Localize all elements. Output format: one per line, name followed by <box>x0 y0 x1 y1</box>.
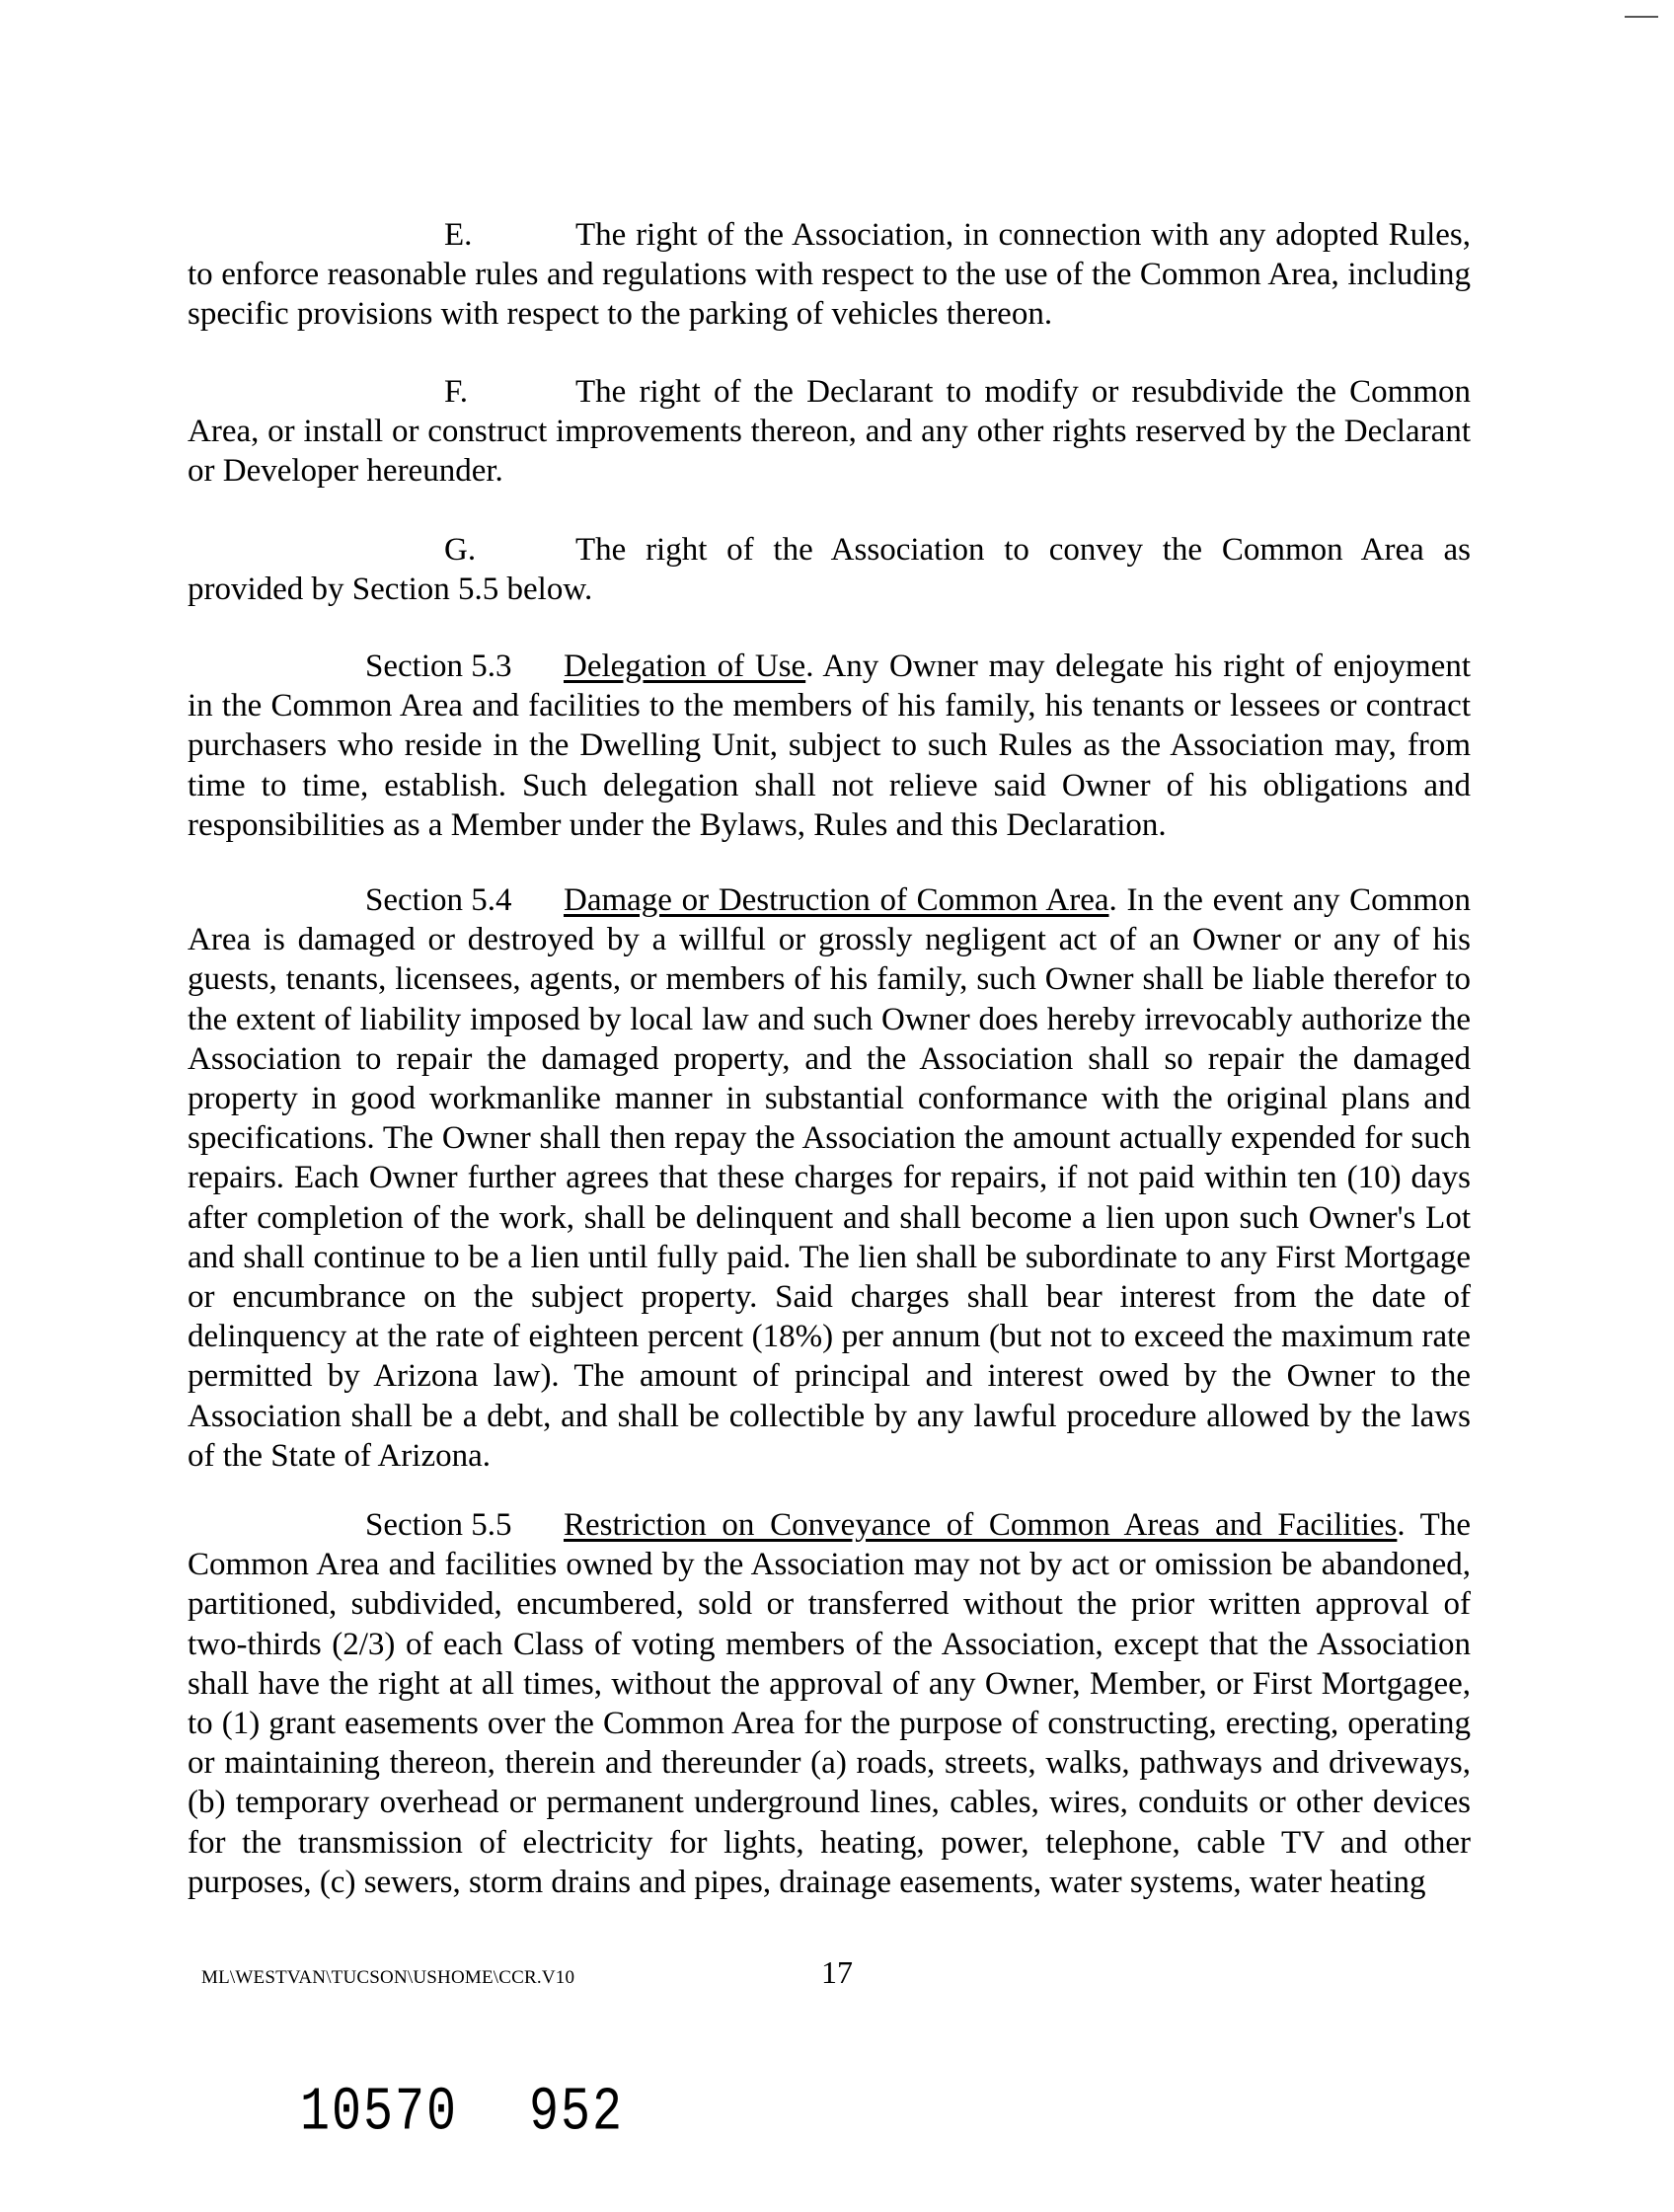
recording-page-number: 952 <box>529 2078 625 2149</box>
paragraph-f <box>188 372 1471 492</box>
section-5-3-text: . Any Owner may delegate his right of enjoyment in the Common Area and facilities to the members of his family, his tenants or lessees or contract purchasers who reside in the Dwelling Unit, subject to such Rules as the Association may, from time to time, establish. Such delegation shall not relieve said Owner of his obligations and responsibilities as a Member under the Bylaws, Rules and this Declaration. <box>188 648 1471 843</box>
paragraph-e-text: The right of the Association, in connection with any adopted Rules, to enforce reasonable rules and regulations with respect to the use of the Common Area, including specific provisions with respect to the parking of vehicles thereon. <box>188 217 1471 333</box>
section-5-4 <box>188 880 1471 1476</box>
paragraph-e-letter: E. <box>444 217 473 253</box>
footer-file-path: ML\WESTVAN\TUCSON\USHOME\CCR.V10 <box>201 1967 575 1988</box>
section-5-5-number: Section 5.5 <box>365 1507 512 1543</box>
section-5-5-heading: Restriction on Conveyance of Common Areas and Facilities <box>564 1507 1398 1543</box>
section-5-4-heading: Damage or Destruction of Common Area <box>564 882 1109 918</box>
scan-corner-mark <box>1625 16 1658 18</box>
recording-stamp <box>300 2078 624 2148</box>
paragraph-f-letter: F. <box>444 374 468 410</box>
paragraph-f-text: The right of the Declarant to modify or resubdivide the Common Area, or install or construct improvements thereon, and any other rights reserved by the Declarant or Developer hereunder. <box>188 374 1471 490</box>
paragraph-g-letter: G. <box>444 532 477 568</box>
section-5-3 <box>188 647 1471 845</box>
paragraph-g-text: The right of the Association to convey the Common Area as provided by Section 5.5 below. <box>188 532 1471 608</box>
section-5-4-number: Section 5.4 <box>365 882 512 918</box>
paragraph-g <box>188 530 1471 609</box>
section-5-5 <box>188 1505 1471 1902</box>
section-5-3-heading: Delegation of Use <box>564 648 806 684</box>
section-5-3-number: Section 5.3 <box>365 648 512 684</box>
paragraph-e <box>188 215 1471 335</box>
footer-page-number: 17 <box>821 1954 853 1990</box>
recording-book-number: 10570 <box>300 2078 459 2149</box>
section-5-4-text: . In the event any Common Area is damaged or destroyed by a willful or grossly negligent act of an Owner or any of his guests, tenants, licensees, agents, or members of his family, such Owner shall be liable therefor to the extent of liability imposed by local law and such Owner does hereby irrevocably authorize the Association to repair the damaged property, and the Association shall so repair the damaged property in good workmanlike manner in substantial conformance with the original plans and specifications. The Owner shall then repay the Association the amount actually expended for such repairs. Each Owner further agrees that these charges for repairs, if not paid within ten (10) days after completion of the work, shall be delinquent and shall become a lien upon such Owner's Lot and shall continue to be a lien until fully paid. The lien shall be subordinate to any First Mortgage or encumbrance on the subject property. Said charges shall bear interest from the date of delinquency at the rate of eighteen percent (18%) per annum (but not to exceed the maximum rate permitted by Arizona law). The amount of principal and interest owed by the Owner to the Association shall be a debt, and shall be collectible by any lawful procedure allowed by the laws of the State of Arizona. <box>188 882 1471 1474</box>
section-5-5-text: . The Common Area and facilities owned by the Association may not by act or omission be abandoned, partitioned, subdivided, encumbered, sold or transferred without the prior written approval of two-thirds (2/3) of each Class of voting members of the Association, except that the Association shall have the right at all times, without the approval of any Owner, Member, or First Mortgagee, to (1) grant easements over the Common Area for the purpose of constructing, erecting, operating or maintaining thereon, therein and thereunder (a) roads, streets, walks, pathways and driveways, (b) temporary overhead or permanent underground lines, cables, wires, conduits or other devices for the transmission of electricity for lights, heating, power, telephone, cable TV and other purposes, (c) sewers, storm drains and pipes, drainage easements, water systems, water heating <box>188 1507 1471 1900</box>
